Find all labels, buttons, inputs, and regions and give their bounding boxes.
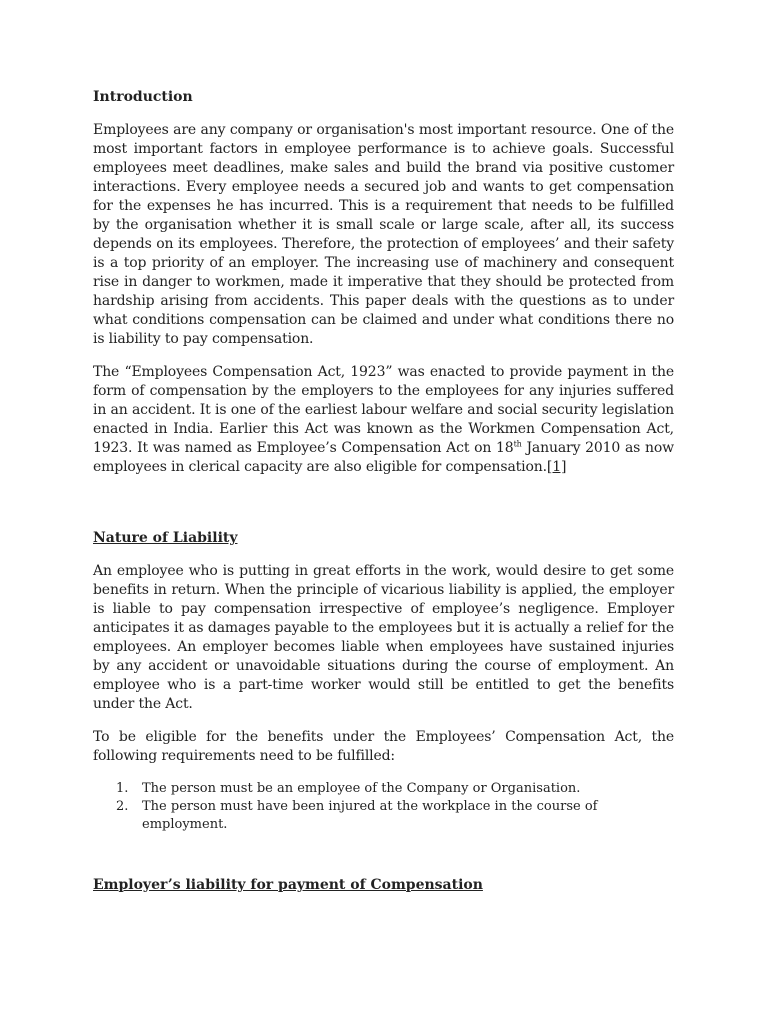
list-item: [93, 780, 674, 798]
introduction-paragraph-1: Employees are any company or organisation's most important resource. One of the most important factors in employee performance is to achieve goals. Successful employees meet deadlines, make sales and build the brand via positive customer interactions. Every employee needs a secured job and wants to get compensation for the expenses he has incurred. This is a requirement that needs to be fulfilled by the organisation whether it is small scale or large scale, after all, its success depends on its employees. Therefore, the protection of employees’ and their safety is a top priority of an employer. The increasing use of machinery and consequent rise in danger to workmen, made it imperative that they should be protected from hardship arising from accidents. This paper deals with the questions as to under what conditions compensation can be claimed and under what conditions there no is liability to pay compensation.: [93, 122, 674, 347]
superscript-th: th: [513, 439, 522, 449]
list-item-number: 1.: [116, 781, 129, 796]
document-page: [93, 88, 674, 895]
nature-of-liability-paragraph-2: To be eligible for the benefits under the Employees’ Compensation Act, the following requirements need to be fulfilled:: [93, 729, 674, 764]
introduction-paragraph-2-text: The “Employees Compensation Act, 1923” was enacted to provide payment in the form of compensation by the employers to the employees for any injuries suffered in an accident. It is one of the earliest labour welfare and social security legislation enacted in India. Earlier this Act was known as the Workmen Compensation Act, 1923. It was named as Employee’s Compensation Act on 18: [93, 364, 674, 456]
employer-liability-heading: Employer’s liability for payment of Compensation: [93, 877, 483, 893]
introduction-heading: Introduction: [93, 89, 193, 105]
introduction-paragraph-2: [93, 363, 674, 477]
requirements-list: [93, 780, 674, 834]
list-item-text: The person must be an employee of the Company or Organisation.: [142, 781, 581, 796]
list-item-text: The person must have been injured at the workplace in the course of employment.: [142, 799, 598, 832]
list-item: [93, 798, 674, 834]
nature-of-liability-paragraph-1: An employee who is putting in great efforts in the work, would desire to get some benefits in return. When the principle of vicarious liability is applied, the employer is liable to pay compensation irrespective of employee’s negligence. Employer anticipates it as damages payable to the employees but it is actually a relief for the employees. An employer becomes liable when employees have sustained injuries by any accident or unavoidable situations during the course of employment. An employee who is a part-time worker would still be entitled to get the benefits under the Act.: [93, 563, 674, 712]
nature-of-liability-heading: Nature of Liability: [93, 530, 238, 546]
list-item-number: 2.: [116, 799, 129, 814]
footnote-link[interactable]: [1]: [546, 459, 567, 475]
introduction-paragraph-2-text-end: January 2010 as now employees in clerical capacity are also eligible for compensation.: [93, 440, 674, 475]
